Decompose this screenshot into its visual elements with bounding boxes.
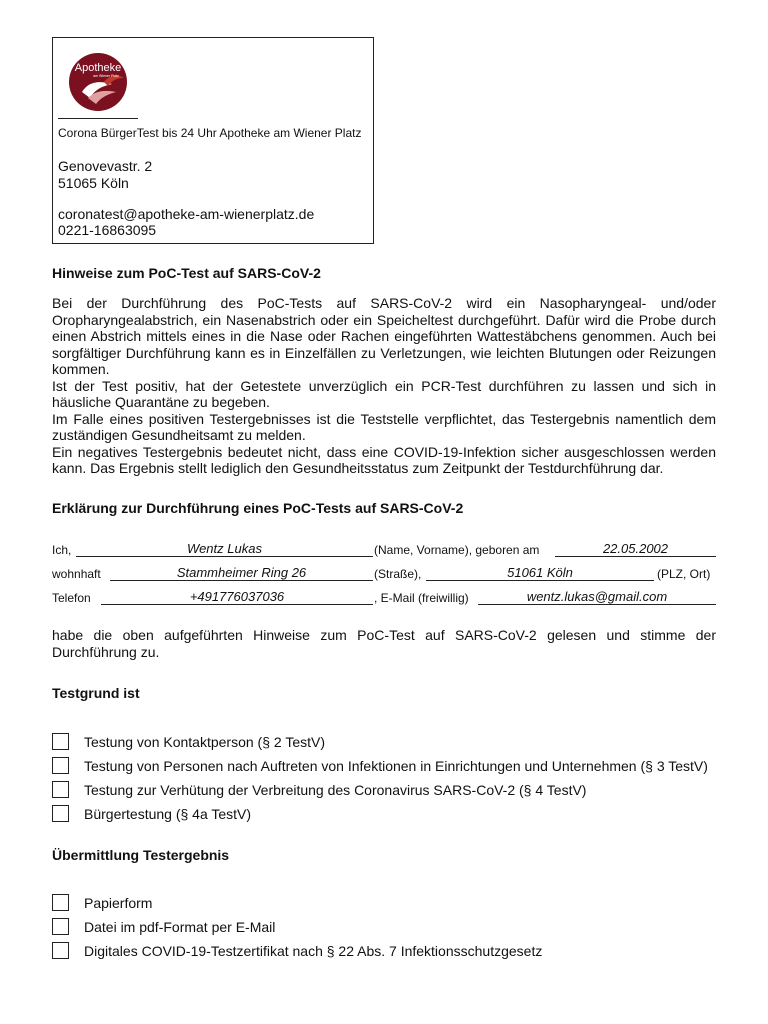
section-title-testgrund: Testgrund ist (52, 685, 140, 701)
label-telefon: Telefon (52, 591, 91, 605)
checkbox-result-pdf-email[interactable] (52, 918, 69, 935)
hinweise-paragraph: Bei der Durchführung des PoC-Tests auf SARS-CoV-2 wird ein Nasopharyngeal- und/oder Oropharyngealabstrich, ein Nasenabstrich oder ein Speicheltest durchgeführt. Dafür wird die Probe durch einen Abstrich mittels eines in die Nase oder Rachen eingeführten Wattestäbchens genommen. Auch bei sorgfältiger Durchführung kann es in Einzelfällen zu Verletzungen, wie leichten Blutungen oder Reizungen kommen. (52, 295, 716, 377)
hinweise-text (52, 295, 716, 477)
label-ich: Ich, (52, 543, 72, 557)
label-plz-ort: (PLZ, Ort) (657, 567, 711, 581)
checkbox-label: Bürgertestung (§ 4a TestV) (84, 806, 252, 822)
birthdate-field[interactable]: 22.05.2002 (555, 542, 716, 557)
pharmacy-logo (68, 52, 128, 112)
label-name-birth: (Name, Vorname), geboren am (374, 543, 540, 557)
section-title-uebermittlung: Übermittlung Testergebnis (52, 847, 230, 863)
logo-text-main: Apotheke (74, 62, 122, 74)
checkbox-result-digital-certificate[interactable] (52, 942, 69, 959)
label-strasse: (Straße), (374, 567, 422, 581)
checkbox-testgrund-einrichtungen[interactable] (52, 757, 69, 774)
checkbox-result-paper[interactable] (52, 894, 69, 911)
hinweise-paragraph: Ist der Test positiv, hat der Getestete unverzüglich ein PCR-Test durchführen zu lassen und sich in häusliche Quarantäne zu begeben. (52, 377, 716, 410)
checkbox-label: Testung zur Verhütung der Verbreitung des Coronavirus SARS-CoV-2 (§ 4 TestV) (84, 782, 587, 798)
checkbox-testgrund-buergertestung[interactable] (52, 805, 69, 822)
section-title-hinweise: Hinweise zum PoC-Test auf SARS-CoV-2 (52, 265, 321, 281)
pharmacy-city: 51065 Köln (58, 175, 129, 191)
checkbox-label: Testung von Personen nach Auftreten von Infektionen in Einrichtungen und Unternehmen (§ 3 TestV) (84, 758, 708, 774)
pharmacy-name: Corona BürgerTest bis 24 Uhr Apotheke am Wiener Platz (58, 126, 362, 140)
checkbox-label: Datei im pdf-Format per E-Mail (84, 919, 276, 935)
phone-field[interactable]: +491776037036 (101, 590, 373, 605)
checkbox-testgrund-kontaktperson[interactable] (52, 733, 69, 750)
logo-text-sub: am Wiener Platz (93, 74, 119, 78)
checkbox-label: Digitales COVID-19-Testzertifikat nach § 22 Abs. 7 Infektionsschutzgesetz (84, 943, 543, 959)
label-email: , E-Mail (freiwillig) (374, 591, 469, 605)
email-field[interactable]: wentz.lukas@gmail.com (478, 590, 716, 605)
pharmacy-street: Genovevastr. 2 (58, 158, 153, 174)
pharmacy-email: coronatest@apotheke-am-wienerplatz.de (58, 206, 315, 222)
checkbox-testgrund-verhuetung[interactable] (52, 781, 69, 798)
hinweise-paragraph: Ein negatives Testergebnis bedeutet nicht, dass eine COVID-19-Infektion sicher ausgeschlossen werden kann. Das Ergebnis stellt lediglich den Gesundheitsstatus zum Zeitpunkt der Testdurchführung dar. (52, 443, 716, 476)
name-field[interactable]: Wentz Lukas (76, 542, 373, 557)
confirmation-text: habe die oben aufgeführten Hinweise zum PoC-Test auf SARS-CoV-2 gelesen und stimme der Durchführung zu. (52, 627, 716, 660)
checkbox-label: Testung von Kontaktperson (§ 2 TestV) (84, 734, 325, 750)
section-title-erklaerung: Erklärung zur Durchführung eines PoC-Tests auf SARS-CoV-2 (52, 500, 464, 516)
logo-divider (58, 118, 138, 119)
pharmacy-phone: 0221-16863095 (58, 222, 157, 238)
city-field[interactable]: 51061 Köln (426, 566, 654, 581)
hinweise-paragraph: Im Falle eines positiven Testergebnisses ist die Teststelle verpflichtet, das Testergebnis namentlich dem zuständigen Gesundheitsamt zu melden. (52, 410, 716, 443)
checkbox-label: Papierform (84, 895, 153, 911)
street-field[interactable]: Stammheimer Ring 26 (110, 566, 373, 581)
label-wohnhaft: wohnhaft (52, 567, 101, 581)
